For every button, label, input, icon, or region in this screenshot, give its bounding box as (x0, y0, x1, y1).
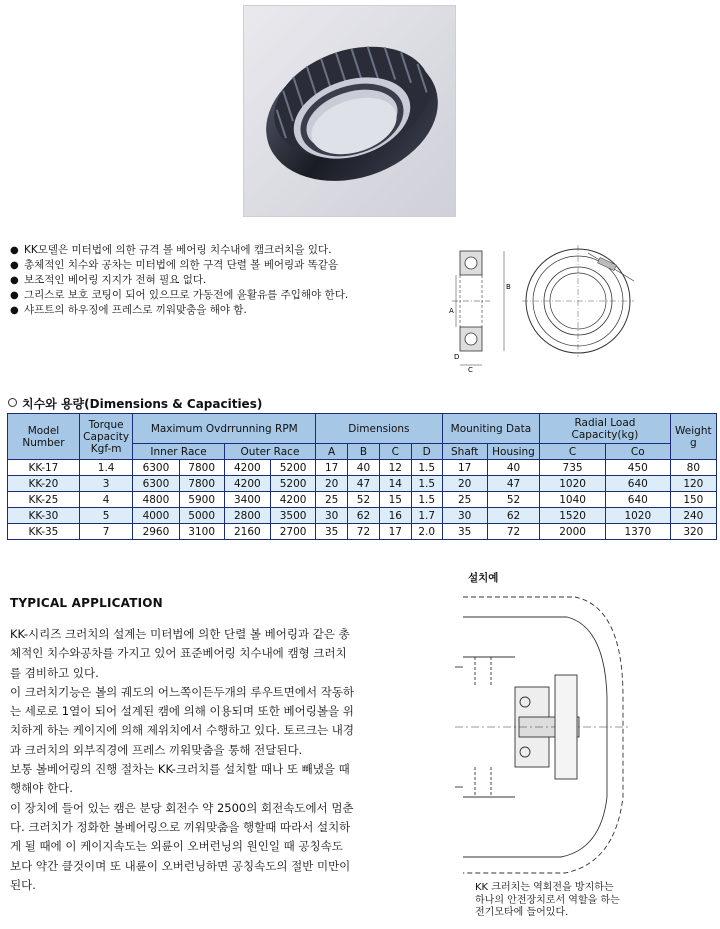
header-dim-b: B (348, 444, 380, 460)
table-cell: 4200 (224, 460, 270, 476)
header-model: Model Number (8, 414, 80, 460)
table-cell: 30 (316, 508, 348, 524)
table-cell: 4 (79, 492, 132, 508)
table-cell: 47 (348, 476, 380, 492)
table-cell: 62 (487, 508, 539, 524)
table-cell: 120 (670, 476, 716, 492)
table-cell: KK-17 (8, 460, 80, 476)
table-cell: 1370 (605, 524, 670, 540)
table-cell: KK-25 (8, 492, 80, 508)
table-cell: 80 (670, 460, 716, 476)
table-cell: 17 (379, 524, 411, 540)
table-cell: 20 (316, 476, 348, 492)
feature-item: ● 샤프트의 하우징에 프레스로 끼워맞춤을 해야 함. (8, 303, 368, 318)
table-cell: 14 (379, 476, 411, 492)
dim-label: C (468, 366, 473, 373)
header-dimensions: Dimensions (316, 414, 442, 444)
header-outer-race: Outer Race (224, 444, 315, 460)
table-cell: 62 (348, 508, 380, 524)
table-cell: 1.7 (411, 508, 442, 524)
table-row (8, 524, 717, 540)
table-cell: 17 (316, 460, 348, 476)
installation-title: 설치예 (468, 572, 499, 584)
table-cell: 6300 (133, 476, 179, 492)
table-cell: 47 (487, 476, 539, 492)
table-cell: 72 (487, 524, 539, 540)
table-cell: 7 (79, 524, 132, 540)
feature-item: ● 총체적인 치수와 공차는 미터법에 의한 구격 단렬 볼 베어링과 똑같음 (8, 258, 368, 273)
table-cell: 1520 (540, 508, 606, 524)
table-cell: 3500 (270, 508, 315, 524)
header-dim-c: C (379, 444, 411, 460)
table-cell: 35 (442, 524, 487, 540)
table-cell: 5200 (270, 476, 315, 492)
header-shaft: Shaft (442, 444, 487, 460)
table-cell: 6300 (133, 460, 179, 476)
application-paragraph: 이 장치에 들어 있는 캠은 분당 회전수 약 2500의 회전속도에서 멈춘다. 크러치가 정화한 볼베어링으로 끼워맞춤을 행할때 따라서 설치하게 될 때에 이 케이지속도는 외륜이 오버런닝의 원인일 때 공칭속도 보다 약간 클것이며 또 내륜이 오버런닝하면 공칭속도의 절반 미만이 된다. (10, 800, 354, 892)
header-weight: Weight g (670, 414, 716, 460)
header-mounting: Mouniting Data (442, 414, 540, 444)
table-cell: 7800 (179, 476, 224, 492)
table-cell: 5000 (179, 508, 224, 524)
header-housing: Housing (487, 444, 539, 460)
table-cell: 52 (348, 492, 380, 508)
installation-drawing (455, 567, 630, 922)
header-inner-race: Inner Race (133, 444, 224, 460)
header-load-co: Co (605, 444, 670, 460)
dim-label: B (506, 283, 511, 291)
header-rpm: Maximum Ovdrrunning RPM (133, 414, 316, 444)
table-cell: KK-30 (8, 508, 80, 524)
table-cell: 20 (442, 476, 487, 492)
table-cell: 25 (442, 492, 487, 508)
table-cell: 40 (348, 460, 380, 476)
table-cell: 2700 (270, 524, 315, 540)
table-cell: 1020 (540, 476, 606, 492)
table-row (8, 460, 717, 476)
application-paragraph: 이 크러치기능은 볼의 궤도의 어느쪽이든두개의 루우트면에서 작동하는 세로로 1열이 되어 설계된 캠에 의해 이용되며 또한 베어링볼을 위치하게 하는 케이지에 의해 제위치에서 수행하고 있다. 토르크는 내경과 크러치의 외부직경에 프레스 끼워맞춤을 통해 전달된다. (10, 684, 355, 757)
table-cell: 2960 (133, 524, 179, 540)
table-row (8, 508, 717, 524)
header-load-c: C (540, 444, 606, 460)
table-cell: 16 (379, 508, 411, 524)
feature-item: ● 보조적인 베어링 지지가 전혀 필요 없다. (8, 273, 368, 288)
table-cell: 4200 (224, 476, 270, 492)
table-cell: 4000 (133, 508, 179, 524)
product-photo (243, 5, 456, 217)
dim-label: A (449, 307, 454, 315)
header-dim-a: A (316, 444, 348, 460)
table-cell: 1.5 (411, 460, 442, 476)
application-title: TYPICAL APPLICATION (10, 596, 163, 610)
header-dim-d: D (411, 444, 442, 460)
dimension-diagram (448, 241, 648, 373)
table-cell: 3 (79, 476, 132, 492)
feature-item: ● KK모델은 미터법에 의한 규격 볼 베어링 치수내에 캠크러치을 있다. (8, 243, 368, 258)
table-cell: 5200 (270, 460, 315, 476)
table-cell: 2800 (224, 508, 270, 524)
table-cell: KK-35 (8, 524, 80, 540)
table-cell: 30 (442, 508, 487, 524)
table-cell: 735 (540, 460, 606, 476)
feature-item: ● 그리스로 보호 코팅이 되어 있으므로 가동전에 윤활유를 주입해야 한다. (8, 288, 368, 303)
table-cell: 1020 (605, 508, 670, 524)
table-cell: 7800 (179, 460, 224, 476)
dim-label: D (454, 353, 460, 361)
header-torque: Torque Capacity Kgf-m (79, 414, 132, 460)
table-cell: 1.5 (411, 492, 442, 508)
table-cell: 150 (670, 492, 716, 508)
header-radial: Radial Load Capacity(kg) (540, 414, 670, 444)
table-cell: 1.5 (411, 476, 442, 492)
table-cell: 320 (670, 524, 716, 540)
table-cell: 35 (316, 524, 348, 540)
installation-caption: KK 크러치는 역회전을 방지하는 하나의 안전장치로서 역할을 하는 전기모타에 들어있다. (475, 882, 620, 918)
table-cell: 52 (487, 492, 539, 508)
spec-table (7, 413, 717, 540)
table-row (8, 476, 717, 492)
circle-bullet-icon (8, 398, 17, 407)
feature-list (8, 243, 368, 318)
application-paragraph: KK-시리즈 크러치의 설계는 미터법에 의한 단렬 볼 베어링과 같은 총체적인 치수와공차를 가지고 있어 표준베어링 치수내에 캠형 크러치를 겸비하고 있다. (10, 627, 350, 680)
table-cell: 4200 (270, 492, 315, 508)
table-cell: 17 (442, 460, 487, 476)
table-cell: 450 (605, 460, 670, 476)
table-row (8, 492, 717, 508)
table-cell: 2000 (540, 524, 606, 540)
table-cell: 640 (605, 476, 670, 492)
table-cell: KK-20 (8, 476, 80, 492)
table-cell: 3400 (224, 492, 270, 508)
table-cell: 15 (379, 492, 411, 508)
table-cell: 640 (605, 492, 670, 508)
table-cell: 12 (379, 460, 411, 476)
table-cell: 5900 (179, 492, 224, 508)
table-cell: 2160 (224, 524, 270, 540)
table-cell: 1.4 (79, 460, 132, 476)
table-cell: 5 (79, 508, 132, 524)
table-cell: 1040 (540, 492, 606, 508)
table-cell: 3100 (179, 524, 224, 540)
table-cell: 240 (670, 508, 716, 524)
table-cell: 25 (316, 492, 348, 508)
section-title: 치수와 용량(Dimensions & Capacities) (8, 395, 262, 412)
table-cell: 4800 (133, 492, 179, 508)
table-cell: 72 (348, 524, 380, 540)
table-cell: 2.0 (411, 524, 442, 540)
application-text (10, 625, 356, 895)
application-paragraph: 보통 볼베어링의 진행 절차는 KK-크러치를 설치할 때나 또 빼냈을 때 행해야 한다. (10, 762, 350, 796)
table-cell: 40 (487, 460, 539, 476)
